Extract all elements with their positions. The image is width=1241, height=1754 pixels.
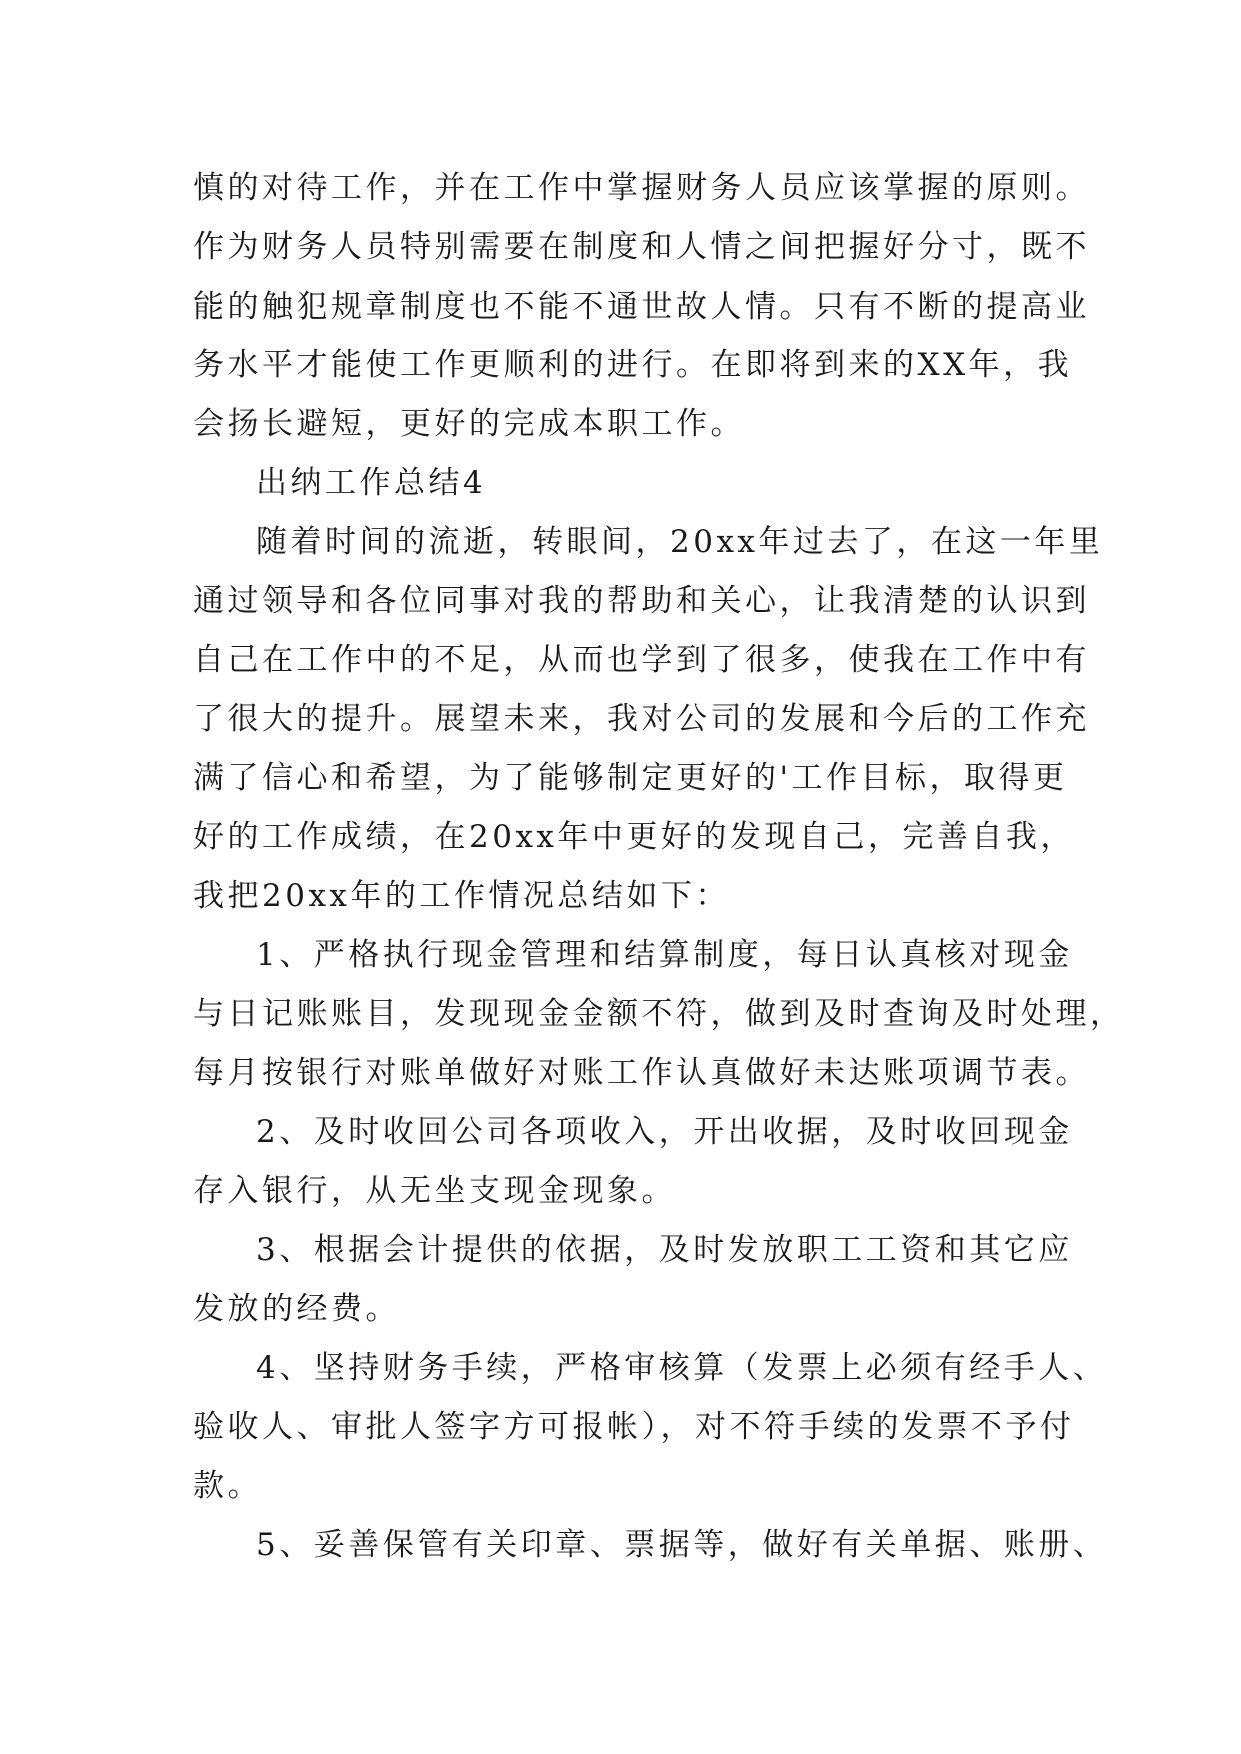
text-line: 我把20xx年的工作情况总结如下： (193, 878, 730, 914)
list-item: 1、严格执行现金管理和结算制度，每日认真核对现金 (256, 937, 1073, 973)
text-line: 作为财务人员特别需要在制度和人情之间把握好分寸，既不 (193, 229, 1090, 265)
text-line: 满了信心和希望，为了能够制定更好的'工作目标，取得更 (193, 760, 1068, 796)
text-line: 发放的经费。 (193, 1291, 400, 1327)
section-heading: 出纳工作总结4 (256, 465, 487, 501)
list-item: 2、及时收回公司各项收入，开出收据，及时收回现金 (256, 1114, 1073, 1150)
text-line: 验收人、审批人签字方可报帐），对不符手续的发票不予付 (193, 1409, 1075, 1445)
list-item: 4、坚持财务手续，严格审核算（发票上必须有经手人、 (256, 1350, 1108, 1386)
text-line: 好的工作成绩，在20xx年中更好的发现自己，完善自我， (193, 819, 1075, 855)
list-item: 5、妥善保管有关印章、票据等，做好有关单据、账册、 (256, 1527, 1108, 1563)
text-line: 了很大的提升。展望未来，我对公司的发展和今后的工作充 (193, 701, 1090, 737)
text-line: 每月按银行对账单做好对账工作认真做好未达账项调节表。 (193, 1055, 1090, 1091)
text-line: 款。 (193, 1468, 262, 1504)
text-line: 会扬长避短，更好的完成本职工作。 (193, 406, 745, 442)
text-line: 随着时间的流逝，转眼间，20xx年过去了，在这一年里 (256, 524, 1104, 560)
text-line: 与日记账账目，发现现金金额不符，做到及时查询及时处理， (193, 996, 1125, 1032)
text-line: 慎的对待工作，并在工作中掌握财务人员应该掌握的原则。 (193, 170, 1090, 206)
list-item: 3、根据会计提供的依据，及时发放职工工资和其它应 (256, 1232, 1073, 1268)
text-line: 自己在工作中的不足，从而也学到了很多，使我在工作中有 (193, 642, 1090, 678)
text-line: 能的触犯规章制度也不能不通世故人情。只有不断的提高业 (193, 289, 1090, 325)
text-line: 存入银行，从无坐支现金现象。 (193, 1173, 676, 1209)
text-line: 务水平才能使工作更顺利的进行。在即将到来的XX年，我 (193, 347, 1073, 383)
text-line: 通过领导和各位同事对我的帮助和关心，让我清楚的认识到 (193, 583, 1090, 619)
